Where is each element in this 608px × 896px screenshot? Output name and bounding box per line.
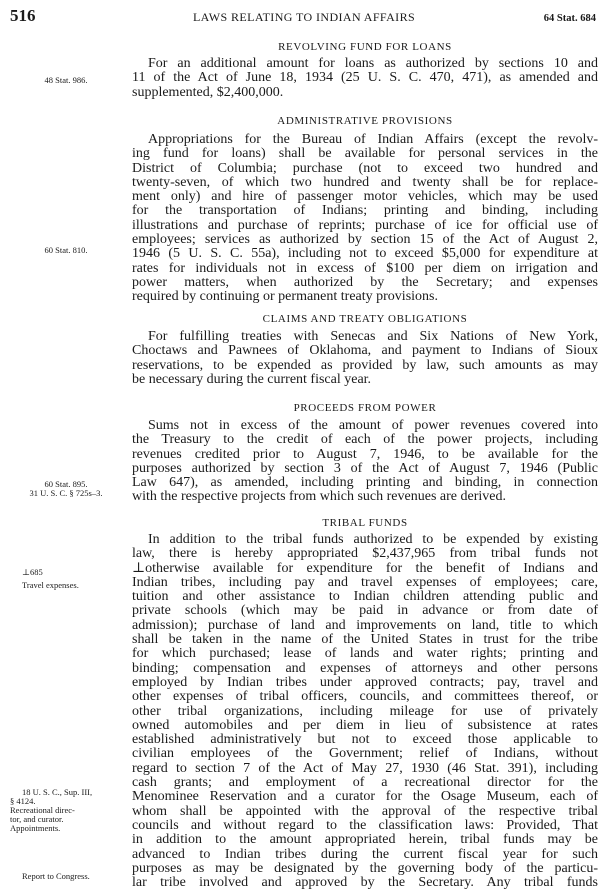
text-line: For an additional amount for loans as authorized by sections 10 and: [148, 56, 598, 71]
paragraph-claims-treaty: [132, 330, 598, 387]
margin-note: 60 Stat. 810.: [44, 245, 88, 255]
text-line: binding; compensation and expenses of attorneys and other persons: [132, 660, 598, 676]
margin-note: 18 U. S. C., Sup. III,: [22, 787, 93, 797]
paragraph-proceeds-power: [132, 419, 598, 505]
margin-note: 48 Stat. 986.: [44, 75, 88, 85]
text-line: employed by Indian tribes under approved contracts; pay, travel and: [132, 674, 598, 690]
text-line: power matters, when authorized by the Secretary; and expenses: [132, 274, 598, 290]
text-line: purposes as may be designated by the governing body of the particu-: [132, 860, 598, 876]
text-line: law, there is hereby appropriated $2,437,965 from tribal funds not: [132, 546, 598, 562]
margin-note: 31 U. S. C. § 725s–3.: [29, 488, 103, 498]
margin-note: 60 Stat. 895.: [44, 479, 88, 489]
text-line: rates for individuals not in excess of $100 per diem on irrigation and: [132, 260, 598, 276]
text-line: for which purchased; lease of lands and water rights; printing and: [132, 646, 598, 662]
paragraph-revolving-fund: [132, 57, 598, 100]
text-line: For fulfilling treaties with Senecas and Six Nations of New York,: [148, 329, 598, 344]
page-number: 516: [10, 6, 36, 25]
margin-note: Travel expenses.: [22, 580, 79, 590]
text-line: in addition to the amount appropriated herein, tribal funds may be: [132, 832, 598, 848]
text-line: Law 647), as amended, including printing and binding, in connection: [132, 475, 598, 491]
stat-reference: 64 Stat. 684: [543, 13, 596, 24]
text-line: private schools (which may be paid in advance or from date of: [132, 603, 598, 619]
text-line: Sums not in excess of the amount of power revenues covered into: [148, 418, 598, 433]
text-line: the Treasury to the credit of each of the power projects, including: [132, 432, 598, 448]
text-line: Menominee Reservation and a curator for the Osage Museum, each of: [132, 789, 598, 805]
text-line: ⊥otherwise available for expenditure for the benefit of Indians and: [132, 560, 598, 576]
text-line: councils and without regard to the classification laws: Provided, That: [132, 817, 598, 833]
running-title: LAWS RELATING TO INDIAN AFFAIRS: [192, 10, 416, 24]
text-line: regard to section 7 of the Act of May 27, 1930 (46 Stat. 391), including: [132, 760, 598, 776]
text-line: other tribal organizations, including mileage for use of privately: [132, 703, 598, 719]
text-line: civilian employees of the Government; relief of Indians, without: [132, 746, 598, 762]
margin-note: § 4124.: [10, 796, 36, 806]
text-line: advanced to Indian tribes during the current fiscal year for such: [132, 846, 598, 862]
text-line: owned automobiles and per diem in lieu of subsistence at rates: [132, 717, 598, 733]
text-line: 11 of the Act of June 18, 1934 (25 U. S. C. 470, 471), as amended and: [132, 70, 598, 86]
text-line: revenues credited prior to August 7, 1946, to be available for the: [132, 446, 598, 462]
text-line: ment only) and hire of passenger motor vehicles, which may be used: [132, 189, 598, 205]
text-line: illustrations and purchase of reprints; purchase of ice for official use of: [132, 217, 598, 233]
text-line: twenty-seven, of which two hundred and twenty shall be for replace-: [132, 174, 598, 190]
paragraph-administrative-provisions: [132, 133, 598, 305]
margin-note-page-break: ⊥685: [22, 567, 43, 577]
section-title-proceeds-power: PROCEEDS FROM POWER: [293, 402, 437, 414]
text-line: be necessary during the current fiscal year.: [132, 371, 372, 387]
margin-note: Report to Congress.: [22, 871, 90, 881]
text-line: admission); purchase of land and improvements on land, title to which: [132, 617, 598, 633]
section-title-administrative-provisions: ADMINISTRATIVE PROVISIONS: [277, 115, 453, 127]
text-line: Appropriations for the Bureau of Indian Affairs (except the revolv-: [148, 132, 598, 147]
text-line: required by continuing or permanent treaty provisions.: [132, 289, 438, 305]
text-line: ing fund for loans) shall be available for personal services in the: [132, 146, 598, 162]
text-line: In addition to the tribal funds authorized to be expended by existing: [148, 532, 598, 547]
text-line: established administratively but not to exceed those applicable to: [132, 732, 598, 748]
section-title-revolving-fund: REVOLVING FUND FOR LOANS: [278, 41, 452, 53]
margin-note: Appointments.: [10, 823, 61, 833]
section-title-tribal-funds: TRIBAL FUNDS: [322, 517, 408, 529]
text-line: 1946 (5 U. S. C. 55a), including not to exceed $5,000 for expenditure at: [132, 246, 598, 262]
section-title-claims-treaty: CLAIMS AND TREATY OBLIGATIONS: [262, 313, 468, 325]
text-line: reservations, to be expended as provided by law, such amounts as may: [132, 357, 598, 373]
margin-note: tor, and curator.: [10, 814, 64, 824]
text-line: with the respective projects from which such revenues are derived.: [132, 489, 506, 505]
text-line: for the transportation of Indians; printing and binding, including: [132, 203, 598, 219]
paragraph-tribal-funds: [132, 533, 598, 890]
text-line: employees; services as authorized by section 15 of the Act of August 2,: [132, 232, 598, 248]
text-line: shall be taken in the name of the United States in trust for the tribe: [132, 632, 598, 648]
text-line: supplemented, $2,400,000.: [132, 84, 284, 100]
text-line: Choctaws and Pawnees of Oklahoma, and payment to Indians of Sioux: [132, 343, 598, 359]
text-line: Indian tribes, including pay and travel expenses of employees; care,: [132, 574, 598, 590]
margin-note: Recreational direc-: [10, 805, 75, 815]
text-line: tuition and other assistance to Indian children attending public and: [132, 589, 598, 605]
text-line: lar tribe involved and approved by the Secretary. Any tribal funds: [132, 875, 598, 891]
text-line: District of Columbia; purchase (not to exceed two hundred and: [132, 160, 598, 176]
text-line: purposes authorized by section 3 of the Act of August 7, 1946 (Public: [132, 460, 598, 476]
text-line: cash grants; and employment of a recreational director for the: [132, 775, 598, 791]
text-line: whom shall be appointed with the approval of the respective tribal: [132, 803, 598, 819]
text-line: other expenses of tribal officers, councils, and committees thereof, or: [132, 689, 598, 705]
